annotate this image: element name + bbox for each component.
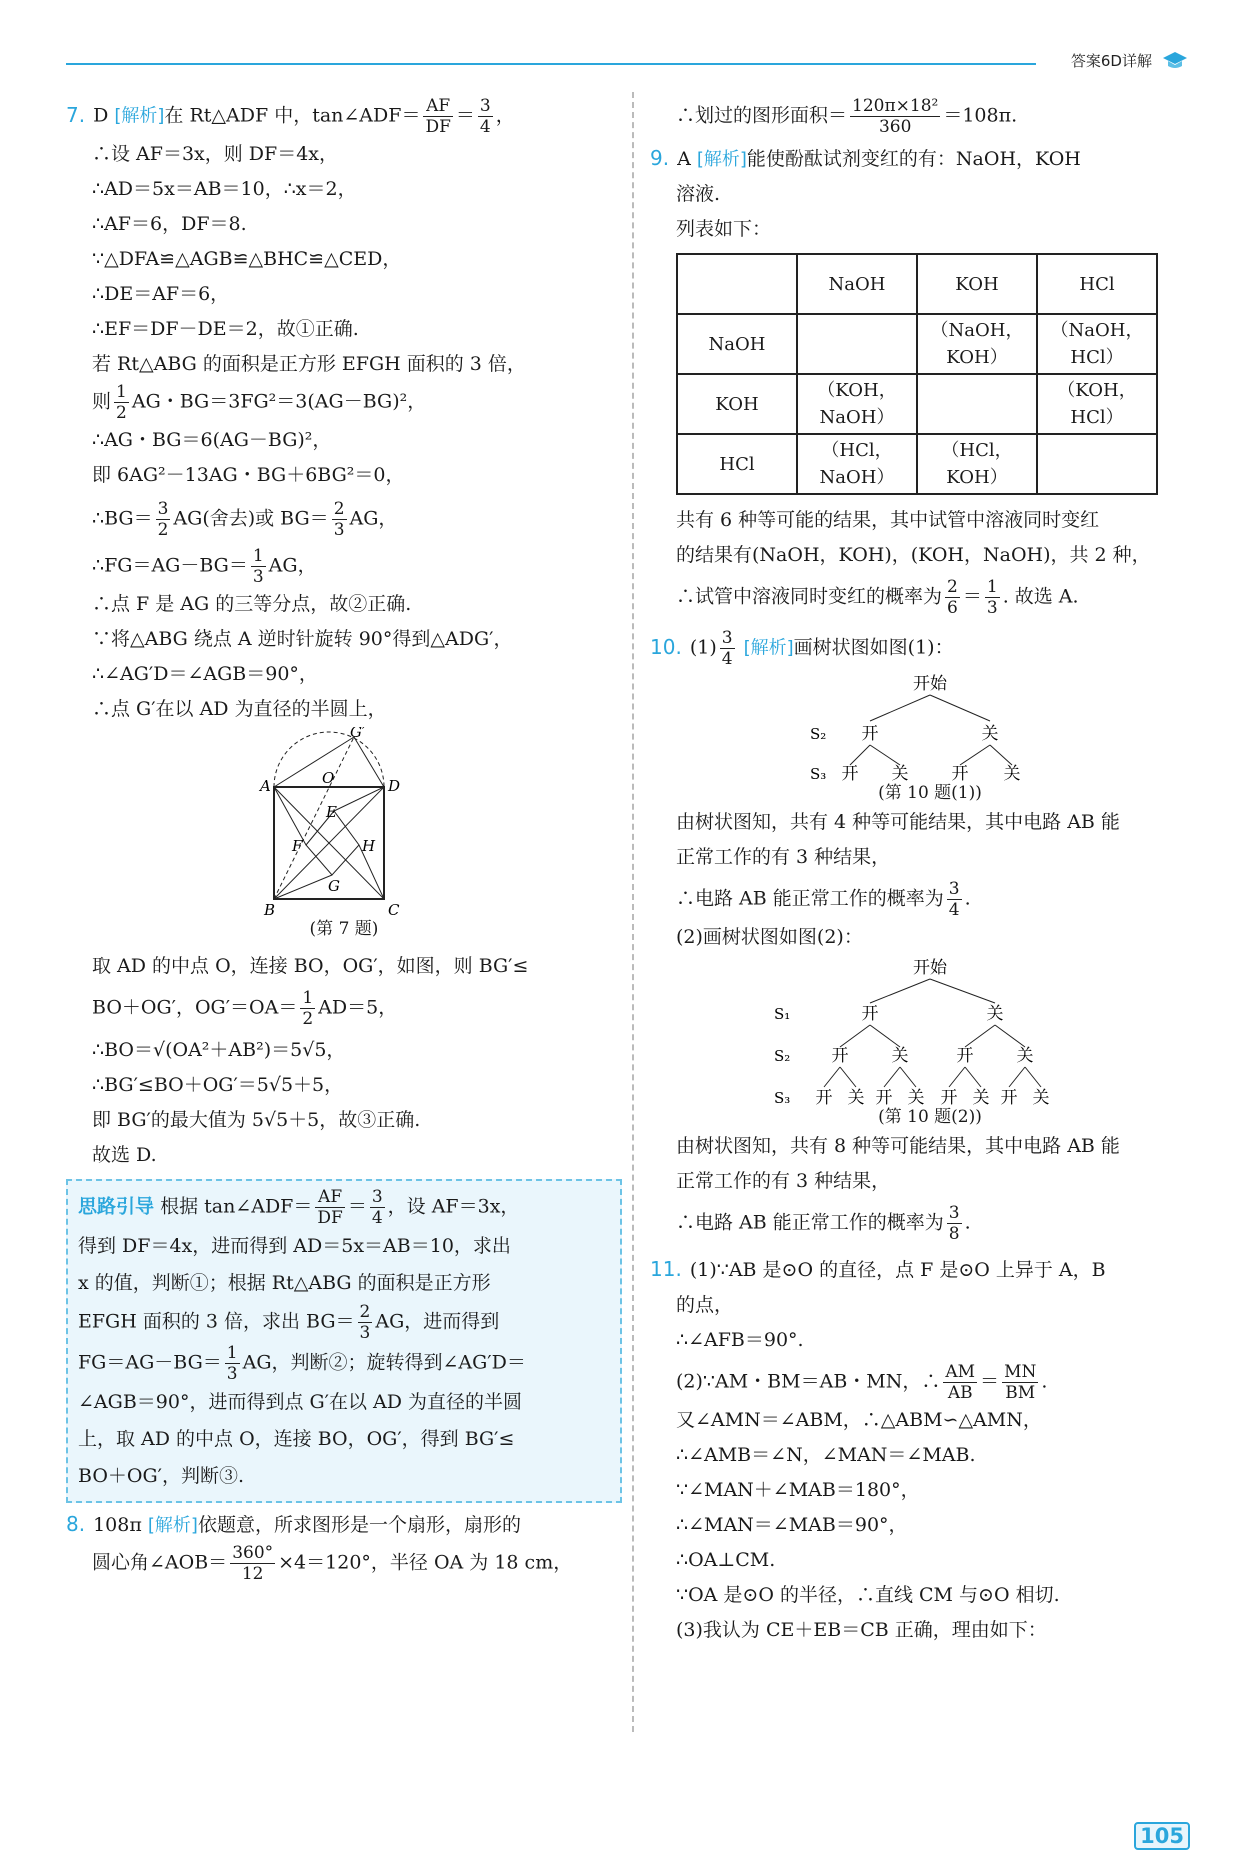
tree-2-l1-0: 开 [861,1004,879,1024]
q9-line-1: 9. A [解析]能使酚酞试剂变红的有：NaOH，KOH [650,146,1081,170]
tree-2-l2-2: 开 [956,1046,974,1066]
q7-lines-4 [66,1033,622,1173]
text-line: ∴∠AG′D＝∠AGB＝90°， [92,663,318,685]
fraction: $\frac{1}{2}$ [116,382,127,423]
question-number: 11. [650,1257,682,1281]
thinking-guide-box [66,1179,622,1503]
answer: 108π [93,1514,142,1536]
fraction: $\frac{\text{120π×18²}}{360}$ [852,96,939,137]
text-line: 故选 D. [92,1144,157,1166]
tree-1-l2-1: 关 [891,764,909,781]
text-line: 即 BG′的最大值为 5√5＋5，故③正确. [92,1109,421,1131]
tree-2-l3-4: 开 [940,1088,958,1105]
tree-2-l3-6: 开 [1000,1088,1018,1105]
table-cell: （KOH，HCl） [1037,374,1157,434]
text-line: ∴设 AF＝3x，则 DF＝4x， [92,143,339,165]
fraction: $\frac{2}{6}$ [947,577,958,618]
q10-line-6: 由树状图知，共有 8 种等可能结果，其中电路 AB 能 [676,1135,1120,1157]
fraction: $\frac{360^\circ}{12}$ [232,1543,274,1584]
tree-1-root: 开始 [913,674,947,694]
q11-line-1: 11. (1)∵AB 是⊙O 的直径，点 F 是⊙O 上异于 A，B [650,1257,1106,1281]
text: 在 Rt△ADF 中，tan∠ADF＝ [164,104,421,127]
geometry-diagram [244,727,444,917]
fraction: $\frac{3}{2}$ [157,499,169,540]
text-line: ∴OA⊥CM. [676,1549,776,1571]
text-line: ∴BO＝√(OA²＋AB²)＝5√5， [92,1039,346,1061]
tree-1-svg [800,669,1060,781]
text-line: 即 6AG²－13AG・BG＋6BG²＝0， [92,464,405,486]
q11-line-2: 的点， [676,1294,734,1316]
header-rule [66,63,1036,65]
tree-1-l1-1: 关 [981,724,999,744]
q10-line-4: ∴电路 AB 能正常工作的概率为 $\frac{3}{4}$ . [676,879,971,920]
fraction: $\frac{AM}{AB}$ [945,1362,976,1403]
think-line-8: BO＋OG′，判断③. [78,1465,244,1487]
q11-line-3: ∴∠AFB＝90°. [676,1329,804,1351]
tree-diagram-1 [650,669,1210,805]
table-cell [1037,434,1157,494]
fraction: $\frac{3}{4}$ [479,96,491,137]
text-line: ∵∠MAN＋∠MAB＝180°， [676,1479,920,1501]
table-cell: （NaOH，KOH） [917,314,1037,374]
fraction: $\frac{1}{3}$ [986,577,998,618]
tree-2-s3: S₃ [774,1089,791,1105]
tree-2-l3-1: 关 [847,1088,865,1105]
tree-2-s2: S₂ [774,1047,791,1065]
analysis-tag: [解析] [147,1515,198,1536]
q9-line-5: 的结果有(NaOH，KOH)，(KOH，NaOH)，共 2 种， [676,544,1151,566]
tree-1-l2-2: 开 [951,764,969,781]
label-B: B [264,901,276,917]
tree-2-l3-7: 关 [1032,1088,1050,1105]
table-cell [797,314,917,374]
question-number: 10. [650,634,682,659]
tree-1-l2-3: 关 [1003,764,1021,781]
fraction: $\frac{1}{2}$ [302,988,314,1029]
tree-2-l2-0: 开 [831,1046,849,1066]
think-line-1: 思路引导 根据 tan∠ADF＝ $\frac{AF}{DF}$ ＝ $\frac{3}{4}$ ，设 AF＝3x， [78,1187,520,1228]
question-number: 8. [66,1512,86,1536]
text-line: (3)我认为 CE＋EB＝CB 正确，理由如下： [676,1619,1047,1641]
right-column [650,96,1210,1648]
label-F: F [292,837,303,855]
tree-2-l3-3: 关 [907,1088,925,1105]
table-row [677,434,1157,494]
q10-line-3: 正常工作的有 3 种结果， [676,846,891,868]
text-line: ∵将△ABG 绕点 A 逆时针旋转 90°得到△ADG′， [92,628,513,650]
left-column [66,96,622,1584]
label-D: D [388,777,401,795]
tree-2-l2-3: 关 [1016,1046,1034,1066]
tree-1-l2-0: 开 [841,764,859,781]
table-cell [917,374,1037,434]
analysis-tag: [解析] [743,637,794,659]
text-line: ∴AF＝6，DF＝8. [92,213,247,235]
think-line-2: 得到 DF＝4x，进而得到 AD＝5x＝AB＝10，求出 [78,1235,511,1257]
tree-2-caption: (第 10 题(2)) [878,1107,982,1127]
q10-line-1: 10. (1) $\frac{3}{4}$ [解析]画树状图如图(1)： [650,628,954,669]
answer: D [93,104,109,127]
q7-line-13: ∴FG＝AG－BG＝ $\frac{1}{3}$ AG， [92,546,317,587]
text-line: ∴EF＝DF－DE＝2，故①正确. [92,318,359,340]
think-line-6: ∠AGB＝90°，进而得到点 G′在以 AD 为直径的半圆 [78,1391,523,1413]
text-line: ∵△DFA≌△AGB≌△BHC≌△CED， [92,248,402,270]
answer: A [677,148,691,170]
tree-diagram-2 [650,955,1210,1129]
table-cell: KOH [677,374,797,434]
fraction: $\frac{AF}{DF}$ [425,96,451,137]
q9-line-2: 溶液. [676,183,721,205]
label-E: E [326,803,337,821]
label-A: A [260,777,271,795]
q8-line-2: 圆心角∠AOB＝ $\frac{360^\circ}{12}$ ×4＝120°，半径 OA 为 18 cm， [92,1543,573,1584]
text-line: 又∠AMN＝∠ABM，∴△ABM∽△AMN， [676,1409,1042,1431]
q10-line-7: 正常工作的有 3 种结果， [676,1170,891,1192]
fraction: $\frac{2}{3}$ [359,1302,371,1343]
text-line: ∴点 G′在以 AD 为直径的半圆上， [92,698,387,720]
figure-q7 [66,727,622,941]
tree-2-root: 开始 [913,958,947,978]
analysis-tag: [解析] [114,105,165,127]
q9-line-4: 共有 6 种等可能的结果，其中试管中溶液同时变红 [676,509,1100,531]
text: 依题意，所求图形是一个扇形，扇形的 [197,1514,521,1536]
table-cell: （NaOH，HCl） [1037,314,1157,374]
figure-caption: (第 7 题) [309,919,379,939]
tree-2-l3-5: 关 [972,1088,990,1105]
think-line-7: 上，取 AD 的中点 O，连接 BO，OG′，得到 BG′≤ [78,1428,515,1450]
label-G: G [328,877,340,895]
outcome-table [676,253,1158,495]
table-cell: NaOH [677,314,797,374]
label-H: H [362,837,376,855]
text: ， [495,104,515,127]
fraction: $\frac{1}{3}$ [226,1343,238,1384]
q8-line-1 [66,1507,622,1543]
q10-line-5: (2)画树状图如图(2)： [676,926,863,948]
cap-icon [1162,50,1188,72]
table-row [677,314,1157,374]
text-line: 若 Rt△ABG 的面积是正方形 EFGH 面积的 3 倍， [92,353,526,375]
tree-2-l3-0: 开 [815,1088,833,1105]
fraction: $\frac{AF}{DF}$ [317,1187,343,1228]
q7-line-1 [66,96,622,137]
q8-continued: ∴划过的图形面积＝ $\frac{\text{120π×18²}}{360}$ ＝108π. [676,96,1018,137]
label-O: O [322,769,335,787]
label-C: C [388,901,400,917]
q7-line-12: ∴BG＝ $\frac{3}{2}$ AG(舍去)或 BG＝ $\frac{2}{3}$ AG， [92,499,398,540]
label-G-prime: G′ [350,727,366,741]
text: ＝ [455,104,475,127]
text-line: ∴点 F 是 AG 的三等分点，故②正确. [92,593,412,615]
q7-lines-1 [66,137,622,382]
table-row [677,374,1157,434]
tree-2-l1-1: 关 [986,1004,1004,1024]
tree-2-l3-2: 开 [875,1088,893,1105]
q7-line-19: BO＋OG′，OG′＝OA＝ $\frac{1}{2}$ AD＝5， [92,988,398,1029]
column-divider [632,92,634,1732]
fraction: $\frac{3}{4}$ [371,1187,383,1228]
text-line: ∴∠AMB＝∠N，∠MAN＝∠MAB. [676,1444,976,1466]
think-title: 思路引导 [78,1195,155,1218]
q11-lines [650,1403,1210,1648]
text-line: ∴BG′≤BO＋OG′＝5√5＋5， [92,1074,344,1096]
text-line: ∴AD＝5x＝AB＝10，∴x＝2， [92,178,357,200]
tree-1-s2: S₂ [810,725,827,743]
fraction: $\frac{3}{8}$ [948,1203,960,1244]
q10-line-8: ∴电路 AB 能正常工作的概率为 $\frac{3}{8}$ . [676,1203,971,1244]
fraction: $\frac{2}{3}$ [333,499,345,540]
fraction: $\frac{3}{4}$ [721,628,733,669]
tree-2-l2-1: 关 [891,1046,909,1066]
think-line-5: FG＝AG－BG＝ $\frac{1}{3}$ AG，判断②；旋转得到∠AG′D＝ [78,1343,526,1384]
q10-line-2: 由树状图知，共有 4 种等可能结果，其中电路 AB 能 [676,811,1120,833]
q7-line-18: 取 AD 的中点 O，连接 BO，OG′，如图，则 BG′≤ [92,955,529,977]
question-number: 7. [66,102,86,127]
fraction: $\frac{3}{4}$ [948,879,960,920]
table-header-cell [677,254,797,314]
table-cell: （HCl，NaOH） [797,434,917,494]
tree-1-s3: S₃ [810,765,827,781]
fraction: $\frac{MN}{BM}$ [1004,1362,1037,1403]
page-number: 105 [1134,1822,1190,1850]
tree-1-caption: (第 10 题(1)) [878,783,982,803]
q9-line-6: ∴试管中溶液同时变红的概率为 $\frac{2}{6}$ ＝ $\frac{1}{3}$ . 故选 A. [676,577,1079,618]
analysis-tag: [解析] [696,149,747,170]
question-number: 9. [650,146,670,170]
q7-lines-3 [66,587,622,727]
tree-1-l1-0: 开 [861,724,879,744]
table-cell: （HCl，KOH） [917,434,1037,494]
q7-lines-2 [66,423,622,493]
think-line-4: EFGH 面积的 3 倍，求出 BG＝ $\frac{2}{3}$ AG，进而得到 [78,1302,500,1343]
q11-line-4: (2)∵AM・BM＝AB・MN，∴ $\frac{AM}{AB}$ ＝ $\frac{MN}{BM}$ . [676,1362,1048,1403]
table-header-cell: HCl [1037,254,1157,314]
text-line: ∴∠MAN＝∠MAB＝90°， [676,1514,908,1536]
q9-line-3: 列表如下： [676,218,772,240]
table-cell: （KOH，NaOH） [797,374,917,434]
tree-2-s1: S₁ [774,1005,791,1023]
text-line: ∴AG・BG＝6(AG－BG)²， [92,429,332,451]
table-row [677,254,1157,314]
fraction: $\frac{1}{3}$ [252,546,264,587]
header-label: 答案6D详解 [1070,52,1152,70]
table-header-cell: NaOH [797,254,917,314]
table-cell: HCl [677,434,797,494]
text-line: ∴DE＝AF＝6， [92,283,230,305]
think-line-3: x 的值，判断①；根据 Rt△ABG 的面积是正方形 [78,1272,491,1294]
tree-2-svg [770,955,1090,1105]
q7-line-9: 则 $\frac{1}{2}$ AG・BG＝3FG²＝3(AG－BG)²， [92,382,427,423]
text-line: ∵OA 是⊙O 的半径，∴直线 CM 与⊙O 相切. [676,1584,1060,1606]
table-header-cell: KOH [917,254,1037,314]
